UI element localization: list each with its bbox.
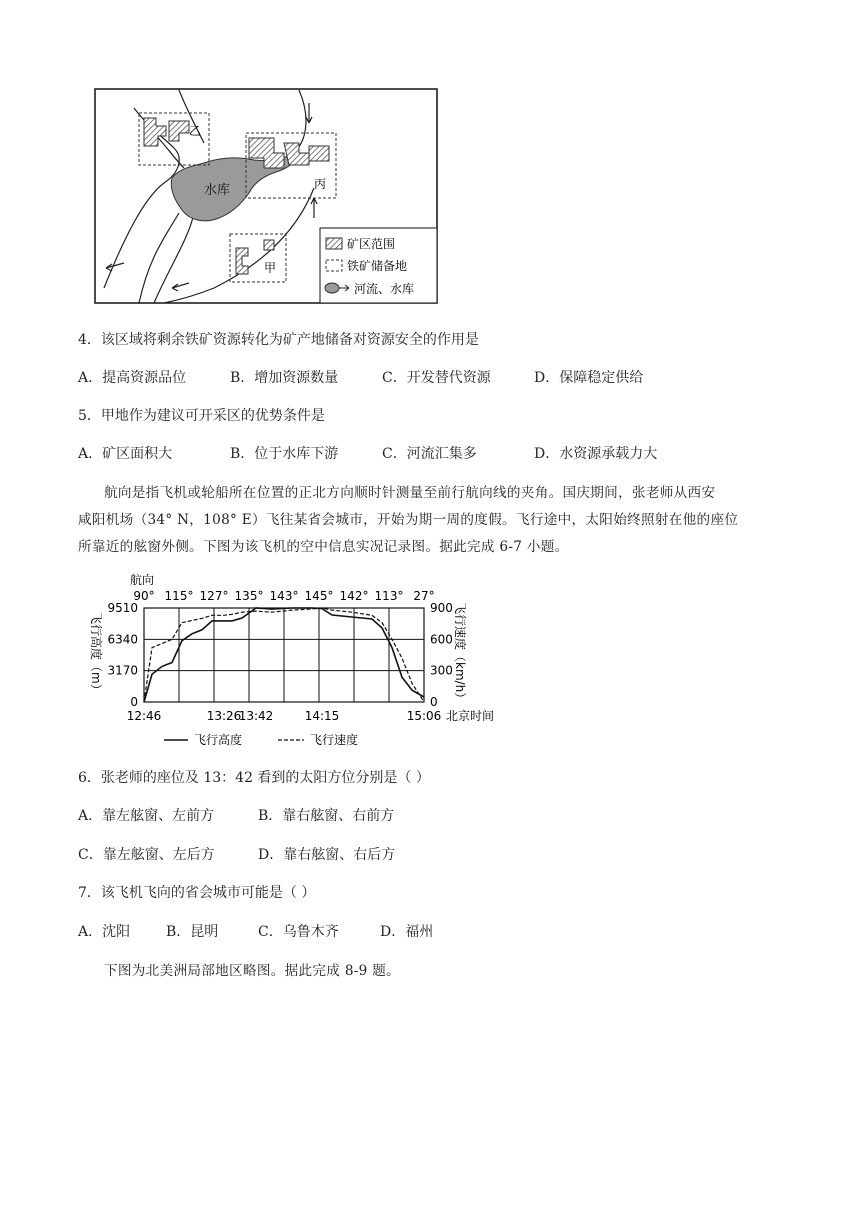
q4-option-b: B．增加资源数量 [230, 370, 339, 386]
q6-option-a: A．靠左舷窗、左前方 [78, 808, 215, 824]
label-jia: 甲 [264, 261, 277, 275]
legend-reserve: 铁矿储备地 [347, 259, 408, 273]
right-tick-label: 900 [430, 601, 453, 615]
q7-option-a: A．沈阳 [78, 924, 131, 940]
x-tick-label: 14:15 [304, 709, 340, 723]
heading-tick-label: 27° [413, 589, 435, 603]
left-tick-label: 3170 [107, 663, 138, 678]
x-tick-label: 15:06 [406, 709, 442, 723]
q6-option-c: C．靠左舷窗、左后方 [78, 847, 215, 863]
mine-region-map [94, 88, 438, 304]
heading-tick-label: 143° [269, 589, 299, 603]
passage-line-2: 咸阳机场（34° N，108° E）飞往某省会城市，开始为期一周的度假。飞行途中，太阳始终照射在他的座位 [78, 512, 739, 528]
heading-tick-label: 135° [234, 589, 264, 603]
q4-option-a: A．提高资源品位 [78, 370, 187, 386]
q5-option-b: B．位于水库下游 [230, 446, 339, 462]
x-tick-label: 12:46 [126, 709, 162, 723]
q7-option-b: B．昆明 [166, 924, 219, 940]
left-axis-label: 飞行高度（m） [89, 612, 103, 696]
legend-speed: 飞行速度 [310, 733, 359, 747]
flight-record-chart [78, 570, 508, 750]
legend-altitude: 飞行高度 [194, 733, 243, 747]
left-tick-label: 9510 [107, 601, 138, 615]
x-tick-label: 13:26 [206, 709, 242, 723]
x-tick-label: 13:42 [238, 709, 274, 723]
question-4-stem: 4．该区域将剩余铁矿资源转化为矿产地储备对资源安全的作用是 [78, 332, 479, 348]
left-tick-label: 0 [130, 695, 138, 709]
x-axis-label: 北京时间 [446, 709, 495, 723]
heading-tick-label: 142° [339, 589, 369, 603]
q5-option-d: D．水资源承载力大 [534, 446, 658, 462]
right-tick-label: 300 [430, 663, 453, 678]
q5-option-c: C．河流汇集多 [382, 446, 477, 462]
q7-option-d: D．福州 [380, 924, 434, 940]
q5-option-a: A．矿区面积大 [78, 446, 173, 462]
right-tick-label: 600 [430, 632, 453, 647]
question-7-stem: 7．该飞机飞向的省会城市可能是（ ） [78, 885, 316, 901]
passage-line-1: 航向是指飞机或轮船所在位置的正北方向顺时针测量至前行航向线的夹角。国庆期间，张老师从西安 [104, 485, 716, 501]
q4-option-d: D．保障稳定供给 [534, 370, 644, 386]
question-5-stem: 5．甲地作为建议可开采区的优势条件是 [78, 408, 325, 424]
reservoir-label: 水库 [204, 183, 231, 198]
label-yi: 乙 [189, 124, 202, 138]
heading-axis-label: 航向 [130, 573, 155, 587]
passage-2: 下图为北美洲局部地区略图。据此完成 8-9 题。 [104, 963, 401, 979]
left-tick-label: 6340 [107, 632, 138, 647]
q4-option-c: C．开发替代资源 [382, 370, 491, 386]
q6-option-b: B．靠右舷窗、右前方 [258, 808, 395, 824]
legend-river: 河流、水库 [354, 282, 415, 296]
right-tick-label: 0 [430, 695, 438, 709]
q6-option-d: D．靠右舷窗、右后方 [258, 847, 396, 863]
heading-tick-label: 90° [133, 589, 155, 603]
heading-tick-label: 127° [199, 589, 229, 603]
heading-tick-label: 115° [164, 589, 194, 603]
q7-option-c: C．乌鲁木齐 [258, 924, 339, 940]
legend-mine: 矿区范围 [347, 237, 396, 251]
right-axis-label: 飞行速度（km/h） [453, 602, 467, 705]
passage-line-3: 所靠近的舷窗外侧。下图为该飞机的空中信息实况记录图。据此完成 6-7 小题。 [78, 539, 569, 555]
heading-tick-label: 145° [304, 589, 334, 603]
question-6-stem: 6．张老师的座位及 13：42 看到的太阳方位分别是（ ） [78, 770, 430, 786]
label-bing: 丙 [314, 177, 327, 191]
heading-tick-label: 113° [374, 589, 404, 603]
